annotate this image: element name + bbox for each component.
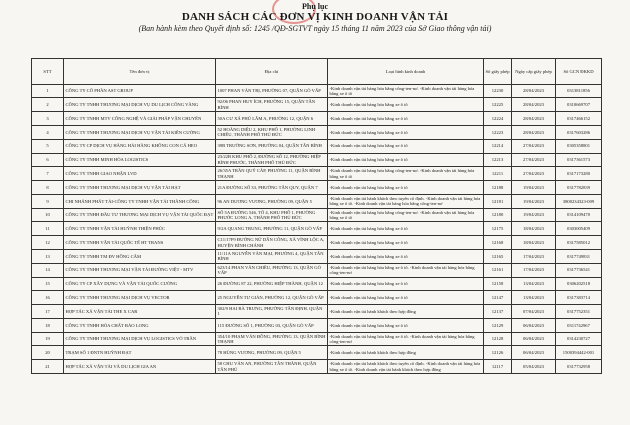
cell-name: CÔNG TY TNHH ĐẦU TƯ THƯƠNG MẠI DỊCH VỤ VẬN TẢI QUỐC ĐẠT [64,208,216,222]
cell-name: CÔNG TY TNHH THƯƠNG MẠI DỊCH VỤ VẬN TẢI KIÊN CƯỜNG [64,125,216,139]
cell-date: 06/04/2023 [512,332,556,346]
cell-type: -Kinh doanh vận tải hành khách theo tuyến cố định. -Kinh doanh vận tải hàng hóa bằng xe ô tô. -Kinh doanh vận tải hàng hóa bằng công-ten-nơ [328,194,484,208]
cell-reg: 0317361573 [556,153,602,167]
cell-stt: 21 [32,360,64,374]
cell-stt: 12 [32,236,64,250]
cell-permit: 12188 [484,181,512,195]
cell-date: 13/04/2023 [512,291,556,305]
col-header-address: Địa chỉ [216,59,328,85]
cell-reg: 0317173280 [556,167,602,181]
table-row [32,222,602,236]
cell-reg: 0310669707 [556,98,602,112]
cell-permit: 12168 [484,236,512,250]
appendix-label: Phụ lục [301,2,328,11]
col-header-name: Tên đơn vị [64,59,216,85]
cell-type: -Kinh doanh vận tải hành khách theo hợp đồng [328,346,484,360]
cell-date: 13/04/2023 [512,277,556,291]
cell-stt: 18 [32,318,64,332]
cell-date: 28/04/2023 [512,125,556,139]
cell-reg: 0305358801 [556,139,602,153]
table-row [32,181,602,195]
cell-type: -Kinh doanh vận tải hành khách theo hợp đồng [328,305,484,319]
cell-permit: 12211 [484,167,512,181]
cell-permit: 12117 [484,360,512,374]
table-row [32,346,602,360]
cell-address: 26/35A TRẦN QUÝ CÁP, PHƯỜNG 11, QUẬN BÌNH THẠNH [216,167,328,181]
cell-type: -Kinh doanh vận tải hàng hóa bằng xe ô tô [328,153,484,167]
cell-stt: 10 [32,208,64,222]
cell-permit: 12161 [484,263,512,277]
cell-address: 52 HOÀNG DIỆU 2, KHU PHỐ 1, PHƯỜNG LINH CHIỂU, THÀNH PHỐ THỦ ĐỨC [216,125,328,139]
cell-name: CÔNG TY TNHH GIAO NHẬN LVD [64,167,216,181]
cell-reg: 0317752351 [556,305,602,319]
cell-type: -Kinh doanh vận tải hàng hóa bằng xe ô tô. -Kinh doanh vận tải hàng hóa bằng công-ten-nơ [328,332,484,346]
cell-name: CÔNG TY TNHH THƯƠNG MẠI DỊCH VỤ VẬN TẢI HẠT [64,181,216,195]
cell-address: 92/06 PHAN HUY ÍCH, PHƯỜNG 15, QUẬN TÂN BÌNH [216,98,328,112]
cell-reg: 0317749831 [556,249,602,263]
document-subtitle: (Ban hành kèm theo Quyết định số: 1245 /QĐ-SGTVT ngày 15 tháng 11 năm 2023 của Sở Giao thông vận tải) [138,24,492,33]
table-row [32,249,602,263]
cell-name: TRẠM SỐ 1 ĐNTN HUỲNH ĐẠT [64,346,216,360]
cell-name: CÔNG TY TNHH MTV CÔNG NGHỆ VÀ GIẢI PHÁP VẬN CHUYỂN [64,112,216,126]
table-row [32,236,602,250]
cell-type: -Kinh doanh vận tải hàng hóa bằng xe ô tô [328,222,484,236]
cell-date: 19/04/2023 [512,181,556,195]
cell-reg: 0317736541 [556,263,602,277]
cell-date: 06/04/2023 [512,318,556,332]
cell-reg: 0317603286 [556,125,602,139]
cell-type: -Kinh doanh vận tải hàng hóa bằng xe ô tô [328,98,484,112]
table-row [32,112,602,126]
table-row [32,305,602,319]
cell-address: SỐ 5A ĐƯỜNG 546, TỔ 4, KHU PHỐ 1, PHƯỜNG PHƯỚC LONG A, THÀNH PHỐ THỦ ĐỨC [216,208,328,222]
cell-permit: 12175 [484,222,512,236]
table-header-row [32,59,602,85]
table-row [32,194,602,208]
cell-permit: 12230 [484,84,512,98]
cell-reg: 3800234323-009 [556,194,602,208]
cell-stt: 14 [32,263,64,277]
cell-stt: 5 [32,139,64,153]
cell-stt: 20 [32,346,64,360]
cell-reg: 0317782839 [556,181,602,195]
cell-type: -Kinh doanh vận tải hàng hóa bằng công-ten-nơ. -Kinh doanh vận tải hàng hóa bằng xe ô tô [328,84,484,98]
cell-permit: 12225 [484,98,512,112]
cell-stt: 6 [32,153,64,167]
cell-reg: 0306202518 [556,277,602,291]
cell-address: 96 AN DƯƠNG VƯƠNG, PHƯỜNG 09, QUẬN 5 [216,194,328,208]
cell-permit: 12224 [484,112,512,126]
cell-type: -Kinh doanh vận tải hàng hóa bằng xe ô tô [328,112,484,126]
cell-name: CHI NHÁNH PHÁT TẢI-CÔNG TY TNHH VẬN TẢI THÀNH CÔNG [64,194,216,208]
cell-date: 27/04/2023 [512,153,556,167]
cell-reg: 0313811856 [556,84,602,98]
cell-name: CÔNG TY CP XÂY DỰNG VÀ VẬN TẢI QUỐC CƯỜNG [64,277,216,291]
cell-permit: 12223 [484,125,512,139]
cell-reg: 1500394442-001 [556,346,602,360]
cell-name: CÔNG TY TNHH MINH HÒA LOGISTICS [64,153,216,167]
cell-name: CÔNG TY TNHH THƯƠNG MẠI DỊCH VỤ LOGISTICS VÕ TRẦN [64,332,216,346]
cell-permit: 12180 [484,208,512,222]
company-table [31,58,602,374]
cell-permit: 12126 [484,346,512,360]
cell-stt: 15 [32,277,64,291]
cell-name: HỢP TÁC XÃ VẬN TẢI VÀ DU LỊCH GIA AN [64,360,216,374]
cell-type: -Kinh doanh vận tải hàng hóa bằng xe ô tô [328,236,484,250]
cell-stt: 11 [32,222,64,236]
cell-reg: 0317383714 [556,291,602,305]
col-header-date: Ngày cấp giấy phép [512,59,556,85]
cell-address: 21A ĐƯỜNG SỐ 33, PHƯỜNG TÂN QUY, QUẬN 7 [216,181,328,195]
cell-date: 28/04/2023 [512,98,556,112]
cell-address: 623/14 PHAN VĂN CHIỀU, PHƯỜNG 13, QUẬN GÒ VẤP [216,263,328,277]
cell-name: CÔNG TY TNHH THƯƠNG MẠI DỊCH VỤ VECTOR [64,291,216,305]
cell-permit: 12129 [484,318,512,332]
table-row [32,277,602,291]
cell-name: CÔNG TY TNHH VẬN TẢI HUỲNH THIỆN PHÚC [64,222,216,236]
cell-reg: 0303005409 [556,222,602,236]
cell-address: 354/10 PHẠM VĂN ĐỒNG, PHƯỜNG 13, QUẬN BÌNH THẠNH [217,333,326,345]
cell-address: 11/11A NGUYỄN VĂN MẠI, PHƯỜNG 4, QUẬN TÂN BÌNH [216,249,328,263]
cell-address: 302/9 HAI BÀ TRƯNG, PHƯỜNG TÂN ĐỊNH, QUẬN 1 [216,305,328,319]
cell-stt: 2 [32,98,64,112]
cell-name: CÔNG TY TNHH THƯƠNG MẠI VẬN TẢI ĐƯỜNG VIỆT - MTV [64,263,216,277]
cell-type: -Kinh doanh vận tải hàng hóa bằng xe ô tô [328,249,484,263]
table-row [32,153,602,167]
cell-stt: 4 [32,125,64,139]
cell-name: CÔNG TY CỔ PHẦN AST GROUP [64,84,216,98]
table-row [32,332,602,346]
cell-stt: 1 [32,84,64,98]
cell-type: -Kinh doanh vận tải hàng hóa bằng xe ô tô [328,125,484,139]
cell-address: 26 ĐƯỜNG 87 22, PHƯỜNG HIỆP THÀNH, QUẬN 12 [216,277,328,291]
cell-address: 9/2A QUANG TRUNG, PHƯỜNG 11, QUẬN GÒ VẤP [216,222,328,236]
table-row [32,84,602,98]
table-body [32,84,602,373]
cell-reg: 0311742967 [556,318,602,332]
cell-date: 27/04/2023 [512,139,556,153]
table-row [32,208,602,222]
cell-reg: 0314109470 [556,208,602,222]
cell-address: 39B TRƯỜNG SƠN, PHƯỜNG 04, QUẬN TÂN BÌNH [216,139,328,153]
cell-date: 19/04/2023 [512,208,556,222]
cell-type: -Kinh doanh vận tải hàng hóa bằng công-ten-nơ. -Kinh doanh vận tải hàng hóa bằng xe ô tô [328,167,484,181]
table-row [32,360,602,374]
cell-address: C11/17F9 ĐƯỜNG NỮ DÂN CÔNG, XÃ VĨNH LỘC A, HUYỆN BÌNH CHÁNH [216,236,328,250]
cell-permit: 12181 [484,194,512,208]
cell-type: -Kinh doanh vận tải hàng hóa bằng xe ô tô [328,181,484,195]
cell-reg: 0317585012 [556,236,602,250]
cell-permit: 12147 [484,291,512,305]
cell-type: -Kinh doanh vận tải hàng hóa bằng công-ten-nơ. -Kinh doanh vận tải hàng hóa bằng xe ô tô [328,208,484,222]
cell-permit: 12137 [484,305,512,319]
cell-date: 28/04/2023 [512,112,556,126]
cell-date: 17/04/2023 [512,263,556,277]
col-header-reg: Số GCN ĐKKD [556,59,602,85]
cell-name: CÔNG TY TNHH HÓA CHẤT BẢO LONG [64,318,216,332]
cell-address: 1007 PHAN VĂN TRỊ, PHƯỜNG 07, QUẬN GÒ VẤP [216,84,328,98]
cell-address: 78 HÙNG VƯƠNG, PHƯỜNG 09, QUẬN 5 [216,346,328,360]
cell-permit: 12128 [484,332,512,346]
cell-type: -Kinh doanh vận tải hàng hóa bằng xe ô tô. -Kinh doanh vận tải hàng hóa bằng công-ten-nơ [328,263,484,277]
cell-reg: 0314230727 [556,332,602,346]
cell-stt: 9 [32,194,64,208]
table-row [32,125,602,139]
table-row [32,263,602,277]
document-header [0,2,630,34]
cell-date: 18/04/2023 [512,236,556,250]
cell-type: -Kinh doanh vận tải hàng hóa bằng xe ô tô [328,277,484,291]
cell-stt: 7 [32,167,64,181]
cell-stt: 3 [32,112,64,126]
cell-permit: 12214 [484,139,512,153]
cell-address: 115 ĐƯỜNG SỐ 1, PHƯỜNG 03, QUẬN GÒ VẤP [216,318,328,332]
cell-reg: 0317732958 [556,360,602,374]
cell-stt: 17 [32,305,64,319]
cell-type: -Kinh doanh vận tải hành khách theo tuyến cố định. -Kinh doanh vận tải hàng hóa bằng xe ô tô. -Kinh doanh vận tải hành khách theo hợp đồng [328,360,484,374]
table-row [32,139,602,153]
cell-type: -Kinh doanh vận tải hàng hóa bằng xe ô tô [328,139,484,153]
cell-date: 19/04/2023 [512,194,556,208]
table-row [32,98,602,112]
col-header-stt: STT [32,59,64,85]
table-row [32,167,602,181]
cell-address: 58 CHU VĂN AN, PHƯỜNG TÂN THÀNH, QUẬN TÂN PHÚ [216,360,328,374]
cell-date: 28/04/2023 [512,84,556,98]
cell-address: 23/22B KHU PHỐ 2, ĐƯỜNG SỐ 12, PHƯỜNG HIỆP BÌNH PHƯỚC, THÀNH PHỐ THỦ ĐỨC [216,153,328,167]
table-row [32,291,602,305]
cell-name: CÔNG TY TNHH VẬN TẢI QUỐC TẾ HT TRANS [64,236,216,250]
cell-permit: 12158 [484,277,512,291]
cell-stt: 13 [32,249,64,263]
cell-stt: 16 [32,291,64,305]
cell-date: 06/04/2023 [512,346,556,360]
document-title: DANH SÁCH CÁC ĐƠN VỊ KINH DOANH VẬN TẢI [181,11,449,23]
cell-address: 50A CƯ XÁ PHÚ LÂM A, PHƯỜNG 12, QUẬN 6 [216,112,328,126]
cell-type: -Kinh doanh vận tải hàng hóa bằng xe ô tô [328,291,484,305]
cell-permit: 12213 [484,153,512,167]
cell-name: CÔNG TY TNHH TM ĐV HỒNG CẨM [64,249,216,263]
cell-date: 05/04/2023 [512,360,556,374]
cell-date: 18/04/2023 [512,222,556,236]
cell-stt: 19 [32,332,64,346]
col-header-type: Loại hình kinh doanh [328,59,484,85]
cell-name: CÔNG TY CP DỊCH VỤ HÀNG HẢI HÀNG KHÔNG CON CÁ HEO [64,139,216,153]
cell-stt: 8 [32,181,64,195]
cell-date: 27/04/2023 [512,167,556,181]
col-header-permit: Số giấy phép [484,59,512,85]
cell-reg: 0317466152 [556,112,602,126]
cell-name: CÔNG TY TNHH THƯƠNG MẠI DỊCH VỤ DU LỊCH CÔNG VÀNG [64,98,216,112]
cell-permit: 12165 [484,249,512,263]
cell-name: HỢP TÁC XÃ VẬN TẢI THE X CAR [64,305,216,319]
cell-date: 17/04/2023 [512,249,556,263]
cell-address: 25 NGUYỄN TƯ GIẢN, PHƯỜNG 12, QUẬN GÒ VẤP [216,291,328,305]
table-row [32,318,602,332]
cell-date: 07/04/2023 [512,305,556,319]
cell-type: -Kinh doanh vận tải hàng hóa bằng xe ô tô [328,318,484,332]
